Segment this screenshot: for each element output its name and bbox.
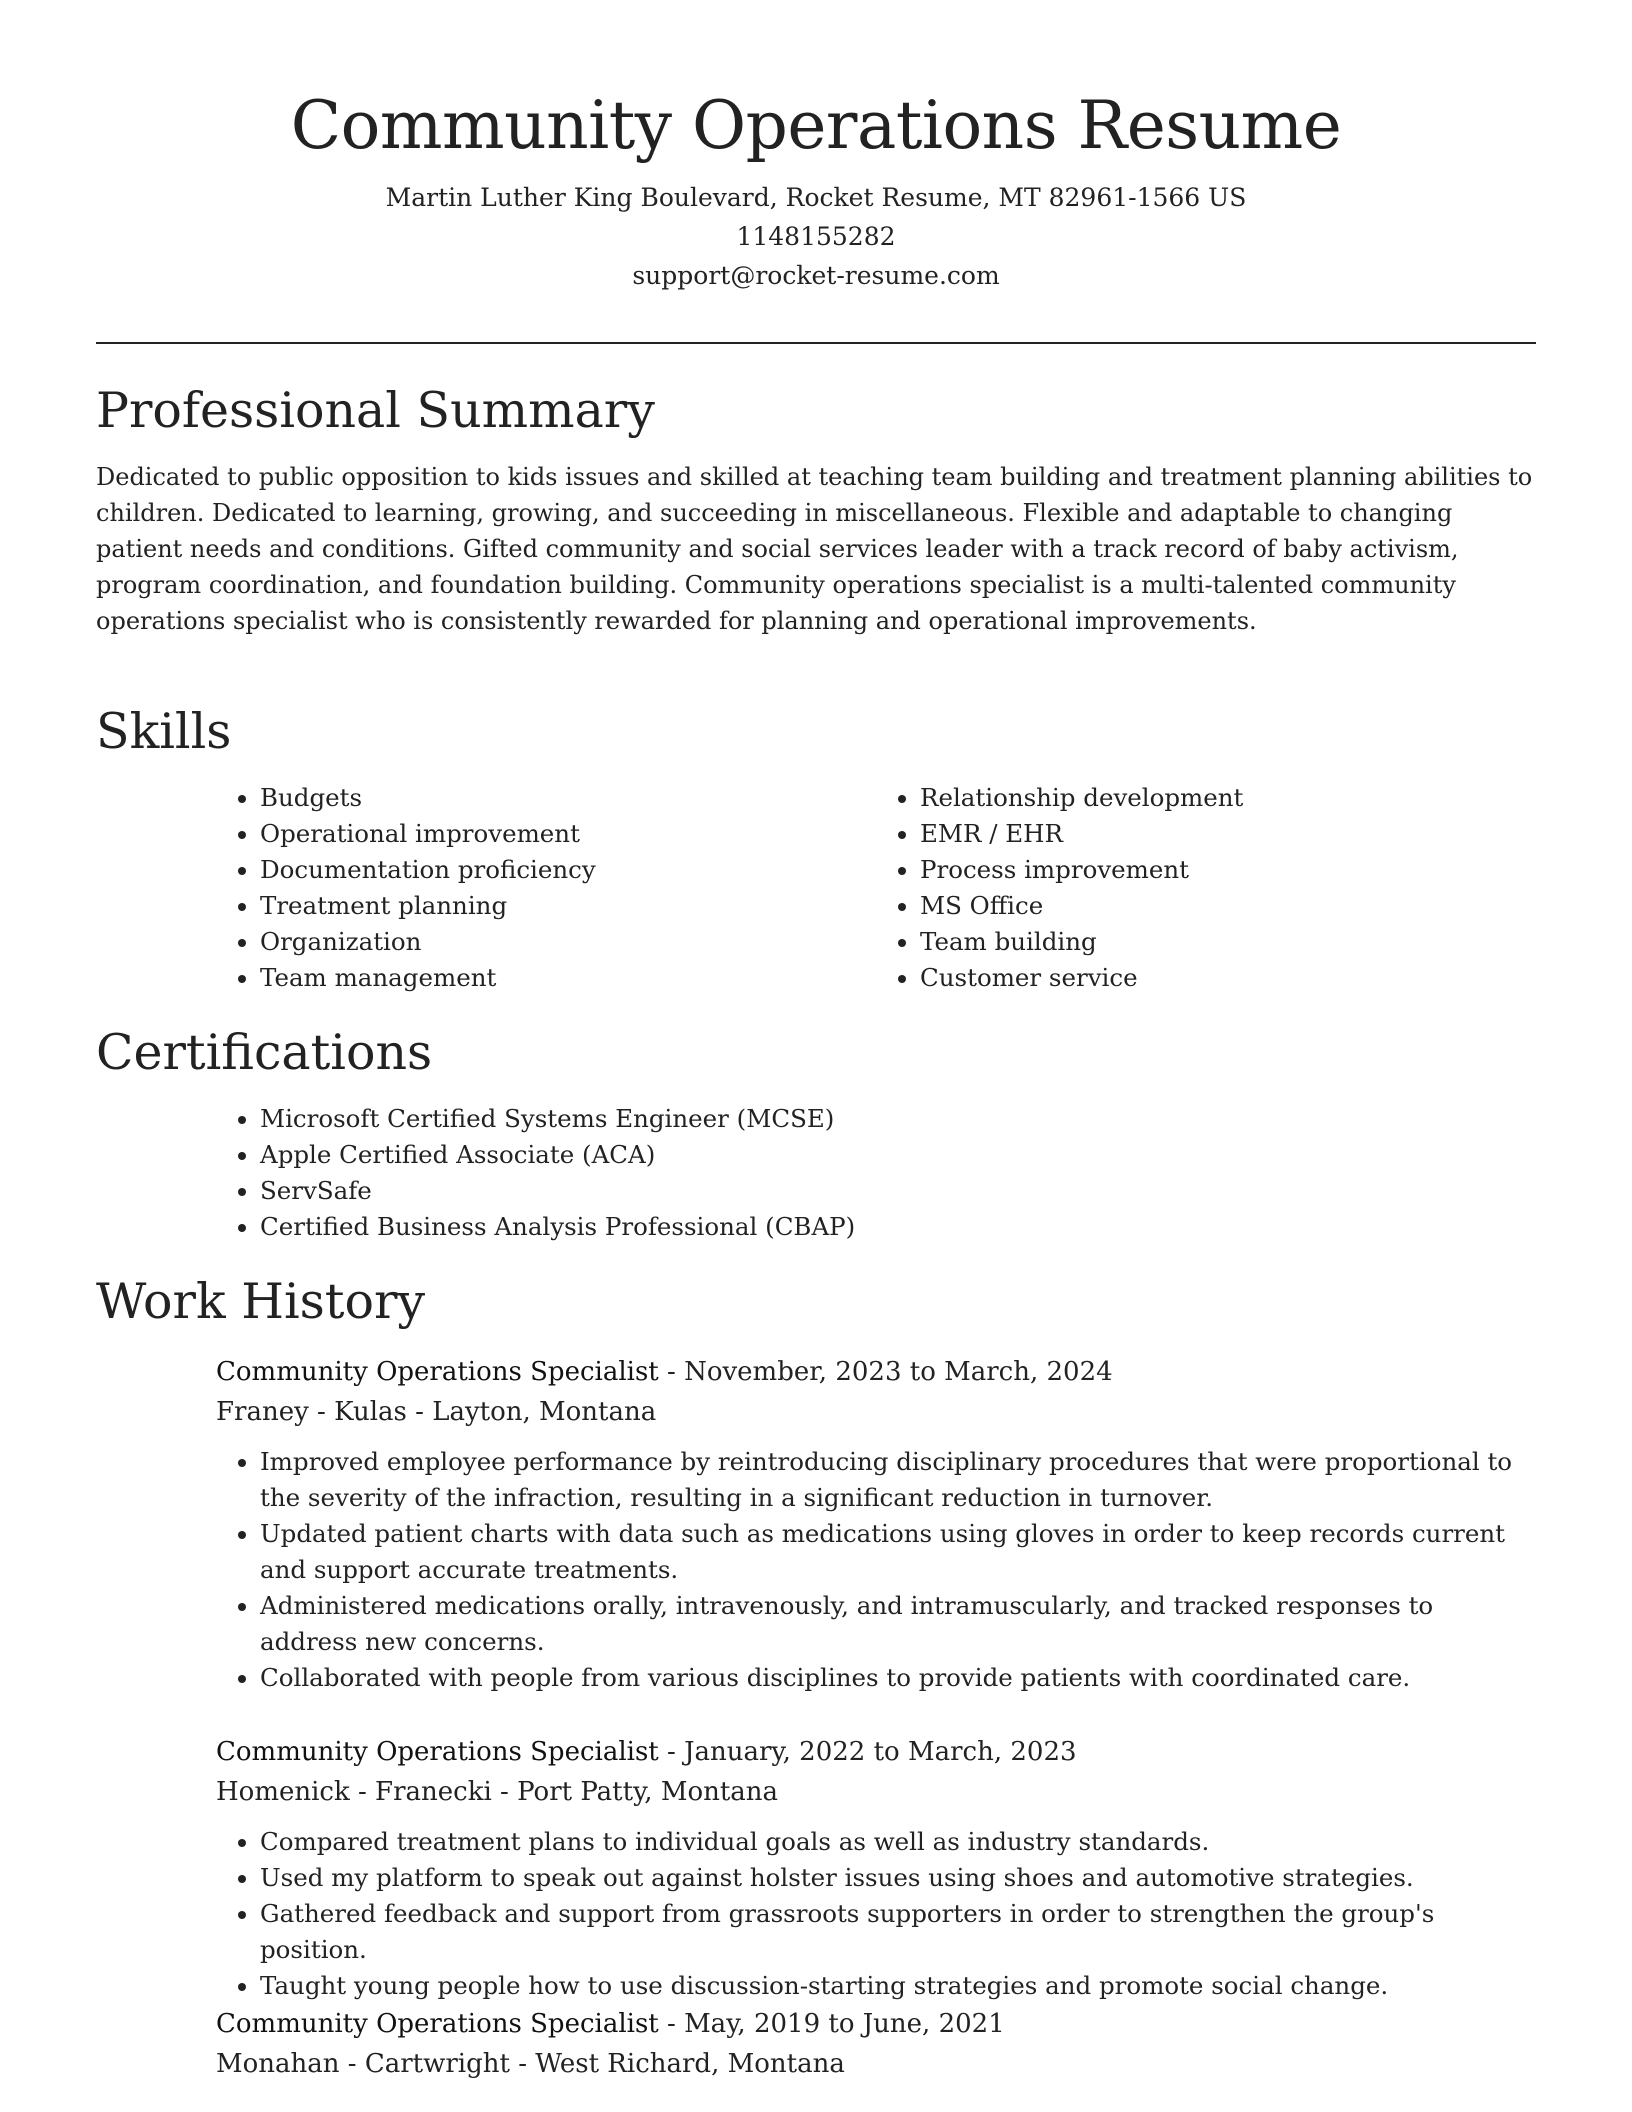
job-entry: [96, 2004, 1536, 2084]
resume-title: Community Operations Resume: [290, 87, 1342, 164]
job-company: Monahan - Cartwright: [216, 2049, 510, 2079]
certifications-heading: Certifications: [96, 1024, 433, 1081]
job-title: Community Operations Specialist: [216, 1737, 659, 1767]
work-history-heading: Work History: [96, 1273, 426, 1330]
job-bullet: • Improved employee performance by reintroducing disciplinary procedures that were proportional to the severity of the infraction, resulting in a significant reduction in turnover.: [260, 1444, 1536, 1516]
certifications-section: [96, 1023, 1536, 1245]
summary-heading: Professional Summary: [96, 382, 655, 439]
job-company-line: [216, 1772, 1536, 1812]
skill-item: • EMR / EHR: [920, 816, 1536, 852]
contact-address: Martin Luther King Boulevard, Rocket Resume, MT 82961-1566 US: [385, 183, 1247, 212]
skill-item: • Team building: [920, 924, 1536, 960]
job-company-line: [216, 2044, 1536, 2084]
skill-item: • Process improvement: [920, 852, 1536, 888]
job-location: - Layton, Montana: [406, 1397, 657, 1427]
skills-column-left: [216, 780, 876, 996]
job-entry: [96, 1732, 1536, 2004]
skill-item: • Operational improvement: [260, 816, 876, 852]
job-title-line: [216, 2004, 1536, 2044]
job-dates: - January, 2022 to March, 2023: [658, 1737, 1077, 1767]
job-bullets: [216, 1444, 1536, 1696]
skills-heading: Skills: [96, 703, 232, 760]
resume-header: [0, 0, 1632, 295]
job-company: Homenick - Franecki: [216, 1777, 492, 1807]
contact-phone: 1148155282: [736, 222, 896, 251]
skill-item: • Organization: [260, 924, 876, 960]
job-bullet: • Collaborated with people from various disciplines to provide patients with coordinated care.: [260, 1660, 1536, 1696]
job-location: - West Richard, Montana: [509, 2049, 845, 2079]
skill-item: • Budgets: [260, 780, 876, 816]
job-bullets: [216, 1824, 1536, 2004]
skills-grid: [216, 780, 1536, 996]
job-title: Community Operations Specialist: [216, 2009, 659, 2039]
certification-item: • Apple Certified Associate (ACA): [260, 1137, 1536, 1173]
skill-item: • Customer service: [920, 960, 1536, 996]
job-title-line: [216, 1732, 1536, 1772]
skill-item: • MS Office: [920, 888, 1536, 924]
job-bullet: • Updated patient charts with data such as medications using gloves in order to keep records current and support accurate treatments.: [260, 1516, 1536, 1588]
skill-item: • Relationship development: [920, 780, 1536, 816]
job-bullet: • Taught young people how to use discussion-starting strategies and promote social change.: [260, 1968, 1536, 2004]
certification-item: • ServSafe: [260, 1173, 1536, 1209]
job-company: Franey - Kulas: [216, 1397, 407, 1427]
contact-email: support@rocket-resume.com: [632, 261, 1000, 290]
certification-item: • Microsoft Certified Systems Engineer (MCSE): [260, 1101, 1536, 1137]
skills-column-right: [876, 780, 1536, 996]
summary-text: Dedicated to public opposition to kids issues and skilled at teaching team building and treatment planning abilities to children. Dedicated to learning, growing, and succeeding in miscellaneous. Flexible and adaptable to changing patient needs and conditions. Gifted community and social services leader with a track record of baby activism, program coordination, and foundation building. Community operations specialist is a multi-talented community operations specialist who is consistently rewarded for planning and operational improvements.: [96, 463, 1533, 635]
job-company-line: [216, 1392, 1536, 1432]
skill-item: • Treatment planning: [260, 888, 876, 924]
job-title: Community Operations Specialist: [216, 1357, 659, 1387]
job-dates: - November, 2023 to March, 2024: [658, 1357, 1113, 1387]
header-divider: [96, 342, 1536, 344]
job-location: - Port Patty, Montana: [491, 1777, 779, 1807]
skill-item: • Team management: [260, 960, 876, 996]
certifications-list: [216, 1101, 1536, 1245]
job-bullet: • Compared treatment plans to individual goals as well as industry standards.: [260, 1824, 1536, 1860]
job-bullet: • Used my platform to speak out against holster issues using shoes and automotive strategies.: [260, 1860, 1536, 1896]
work-history-section: [96, 1272, 1536, 1332]
contact-info: [0, 178, 1632, 295]
job-bullet: • Administered medications orally, intravenously, and intramuscularly, and tracked responses to address new concerns.: [260, 1588, 1536, 1660]
skills-section: [96, 702, 1536, 996]
job-bullet: • Gathered feedback and support from grassroots supporters in order to strengthen the group's position.: [260, 1896, 1536, 1968]
summary-section: [96, 381, 1536, 639]
job-block: [216, 1352, 1536, 1432]
skill-item: • Documentation proficiency: [260, 852, 876, 888]
job-block: [216, 2004, 1536, 2084]
job-title-line: [216, 1352, 1536, 1392]
job-block: [216, 1732, 1536, 1812]
job-entry: [96, 1352, 1536, 1696]
certification-item: • Certified Business Analysis Professional (CBAP): [260, 1209, 1536, 1245]
job-dates: - May, 2019 to June, 2021: [658, 2009, 1005, 2039]
